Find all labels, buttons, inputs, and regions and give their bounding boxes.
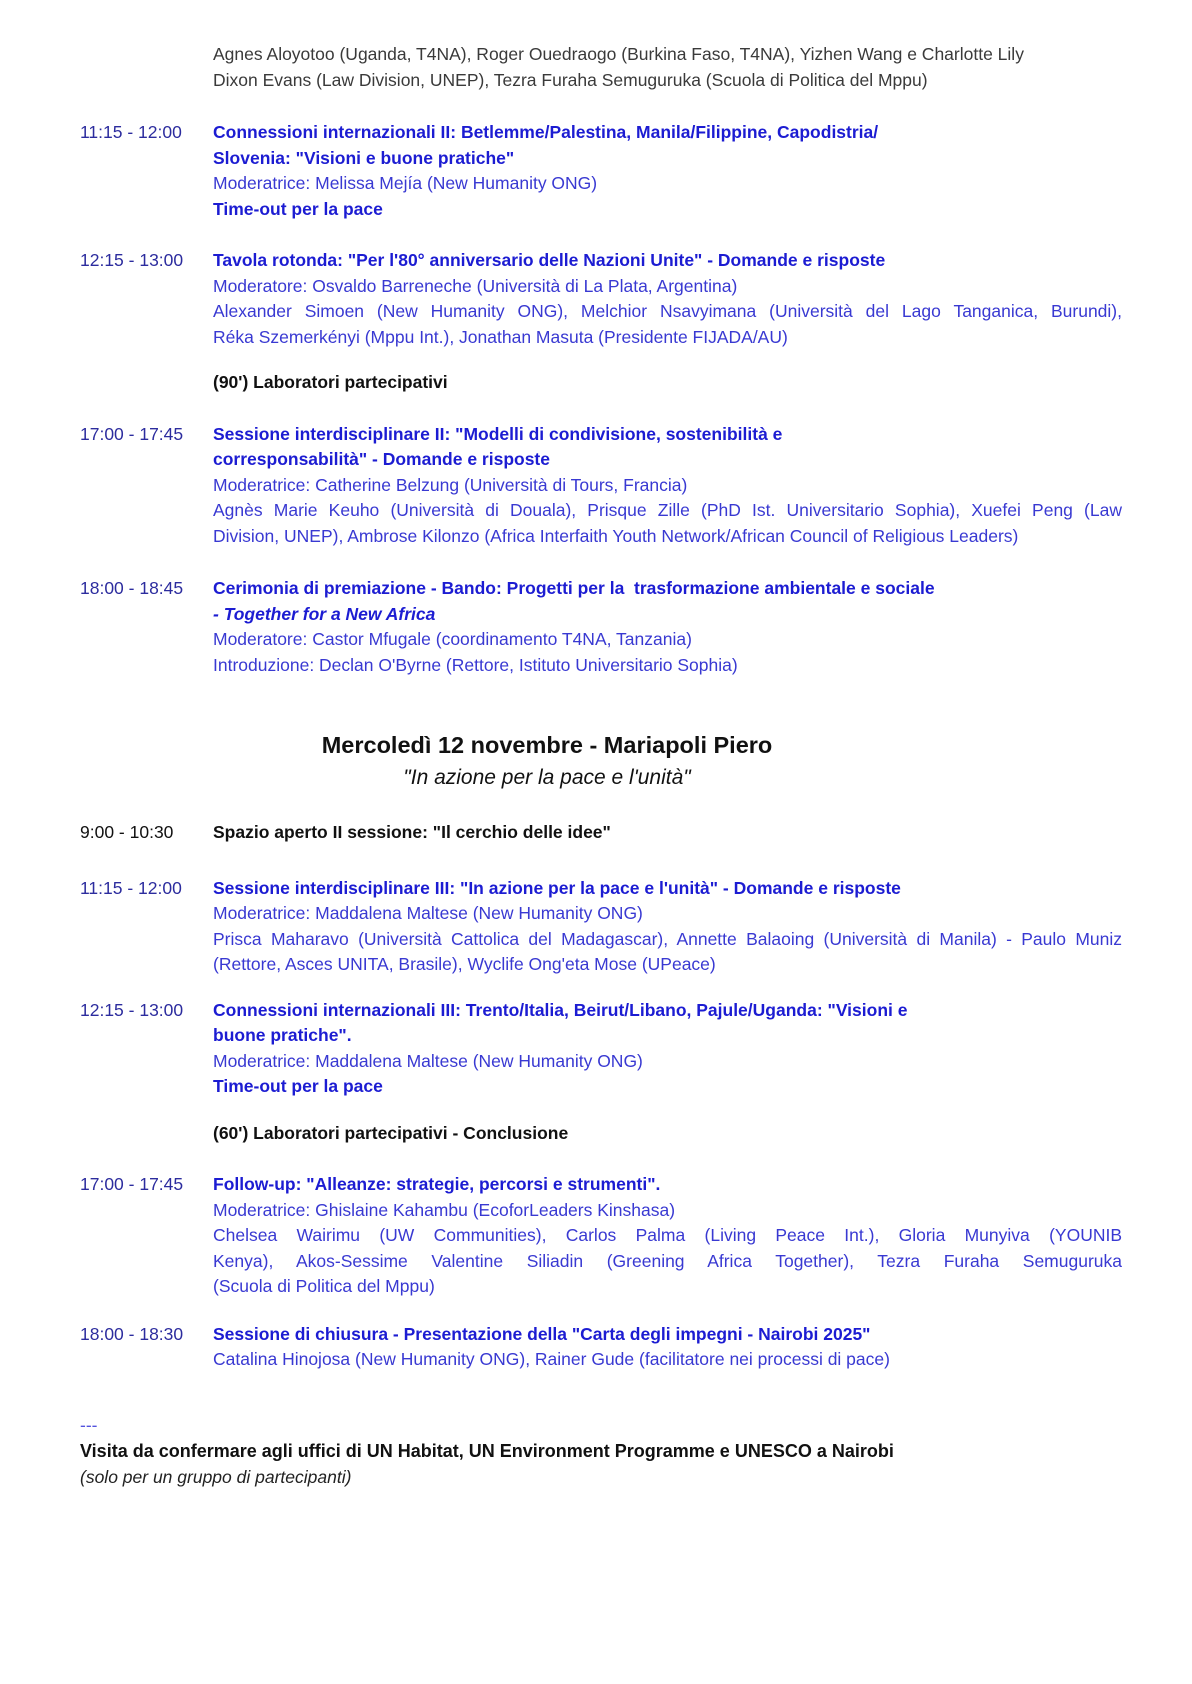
session-time: 12:15 - 13:00 [80, 250, 184, 270]
session-content [213, 820, 1122, 846]
session-content [213, 1322, 1122, 1373]
session-speakers-line: Catalina Hinojosa (New Humanity ONG), Rainer Gude (facilitatore nei processi di pace) [213, 1349, 890, 1369]
session-speakers-line: Chelsea Wairimu (UW Communities), Carlos Palma (Living Peace Int.), Gloria Munyiva (YOUNIB [213, 1225, 1122, 1245]
session-content [213, 576, 1122, 678]
session-speakers-line: (Rettore, Asces UNITA, Brasile), Wyclife Ong'eta Mose (UPeace) [213, 954, 716, 974]
session-time: 17:00 - 17:45 [80, 423, 184, 444]
session-time: 9:00 - 10:30 [80, 822, 174, 842]
session-title: Connessioni internazionali II: Betlemme/Palestina, Manila/Filippine, Capodistria/ [213, 122, 879, 142]
session-content [213, 422, 1122, 550]
session-row [80, 120, 1122, 222]
session-speakers-line: Division, UNEP), Ambrose Kilonzo (Africa Interfaith Youth Network/African Council of Religious Leaders) [213, 525, 1019, 546]
session-moderator: Moderatrice: Melissa Mejía (New Humanity ONG) [213, 173, 598, 193]
day-heading: Mercoledì 12 novembre - Mariapoli Piero [321, 732, 773, 758]
session-title: Slovenia: "Visioni e buone pratiche" [213, 147, 515, 168]
session-title: Spazio aperto II sessione: "Il cerchio delle idee" [213, 822, 611, 842]
session-highlight: Time-out per la pace [213, 1076, 383, 1096]
session-title: Sessione di chiusura - Presentazione della "Carta degli impegni - Nairobi 2025" [213, 1323, 871, 1344]
footer-separator: --- [80, 1414, 98, 1435]
visit-note: Visita da confermare agli uffici di UN Habitat, UN Environment Programme e UNESCO a Nairobi [80, 1441, 894, 1461]
session-time: 17:00 - 17:45 [80, 1174, 184, 1194]
intro-continuation [213, 42, 1122, 93]
session-content [213, 248, 1122, 350]
session-title: Tavola rotonda: "Per l'80° anniversario delle Nazioni Unite" - Domande e risposte [213, 250, 886, 270]
session-time: 12:15 - 13:00 [80, 999, 184, 1020]
session-content [213, 876, 1122, 978]
session-highlight: Time-out per la pace [213, 198, 383, 219]
session-moderator: Moderatrice: Maddalena Maltese (New Humanity ONG) [213, 903, 643, 923]
session-speakers-line: Kenya), Akos-Sessime Valentine Siliadin (Greening Africa Together), Tezra Furaha Semuguruka [213, 1250, 1122, 1271]
session-time: 11:15 - 12:00 [80, 877, 182, 898]
visit-note-detail: (solo per un gruppo di partecipanti) [80, 1467, 352, 1487]
intro-line: Agnes Aloyotoo (Uganda, T4NA), Roger Ouedraogo (Burkina Faso, T4NA), Yizhen Wang e Charlotte Lily [213, 44, 1024, 64]
session-title: Follow-up: "Alleanze: strategie, percorsi e strumenti". [213, 1174, 661, 1194]
session-moderator: Moderatore: Castor Mfugale (coordinamento T4NA, Tanzania) [213, 629, 692, 649]
session-title: Sessione interdisciplinare II: "Modelli di condivisione, sostenibilità e [213, 423, 783, 444]
session-title: Sessione interdisciplinare III: "In azione per la pace e l'unità" - Domande e risposte [213, 877, 901, 898]
session-content [213, 120, 1122, 222]
session-title: Cerimonia di premiazione - Bando: Progetti per la trasformazione ambientale e sociale [213, 578, 935, 598]
session-title-italic: - Together for a New Africa [213, 603, 436, 624]
session-row [80, 422, 1122, 550]
session-speakers-line: Agnès Marie Keuho (Università di Douala), Prisque Zille (PhD Ist. Universitario Sophia), Xuefei Peng (Law [213, 500, 1122, 520]
session-moderator: Moderatrice: Maddalena Maltese (New Humanity ONG) [213, 1050, 643, 1071]
session-row [80, 998, 1122, 1100]
session-speakers-line: Prisca Maharavo (Università Cattolica del Madagascar), Annette Balaoing (Università di Manila) - Paulo Muniz [213, 928, 1122, 949]
session-moderator: Moderatrice: Ghislaine Kahambu (EcoforLeaders Kinshasa) [213, 1199, 676, 1220]
session-moderator: Moderatrice: Catherine Belzung (Università di Tours, Francia) [213, 474, 688, 495]
session-moderator: Moderatore: Osvaldo Barreneche (Università di La Plata, Argentina) [213, 275, 738, 296]
session-content [213, 998, 1122, 1100]
session-row [80, 1322, 1122, 1373]
session-content [213, 1172, 1122, 1300]
session-time: 18:00 - 18:45 [80, 578, 184, 598]
session-time: 11:15 - 12:00 [80, 122, 182, 142]
session-row [80, 820, 1122, 846]
session-speakers-line: (Scuola di Politica del Mppu) [213, 1276, 435, 1296]
footer [80, 1413, 1122, 1491]
day-subheading: "In azione per la pace e l'unità" [403, 766, 691, 789]
session-row [80, 576, 1122, 678]
intro-line: Dixon Evans (Law Division, UNEP), Tezra Furaha Semuguruka (Scuola di Politica del Mppu) [213, 69, 928, 90]
session-row [80, 248, 1122, 350]
session-row [80, 876, 1122, 978]
workshop-note: (60') Laboratori partecipativi - Conclusione [213, 1122, 569, 1143]
workshop-note: (90') Laboratori partecipativi [213, 372, 448, 392]
session-time: 18:00 - 18:30 [80, 1323, 184, 1344]
session-title: buone pratiche". [213, 1025, 352, 1045]
session-title: corresponsabilità" - Domande e risposte [213, 449, 550, 469]
day-header [80, 728, 1014, 794]
session-row [80, 1172, 1122, 1300]
session-title: Connessioni internazionali III: Trento/Italia, Beirut/Libano, Pajule/Uganda: "Visioni e [213, 999, 908, 1020]
session-speakers-line: Alexander Simoen (New Humanity ONG), Melchior Nsavyimana (Università del Lago Tanganica, Burundi), [213, 301, 1122, 321]
session-speakers-line: Réka Szemerkényi (Mppu Int.), Jonathan Masuta (Presidente FIJADA/AU) [213, 326, 788, 347]
session-introduction: Introduzione: Declan O'Byrne (Rettore, Istituto Universitario Sophia) [213, 654, 738, 675]
